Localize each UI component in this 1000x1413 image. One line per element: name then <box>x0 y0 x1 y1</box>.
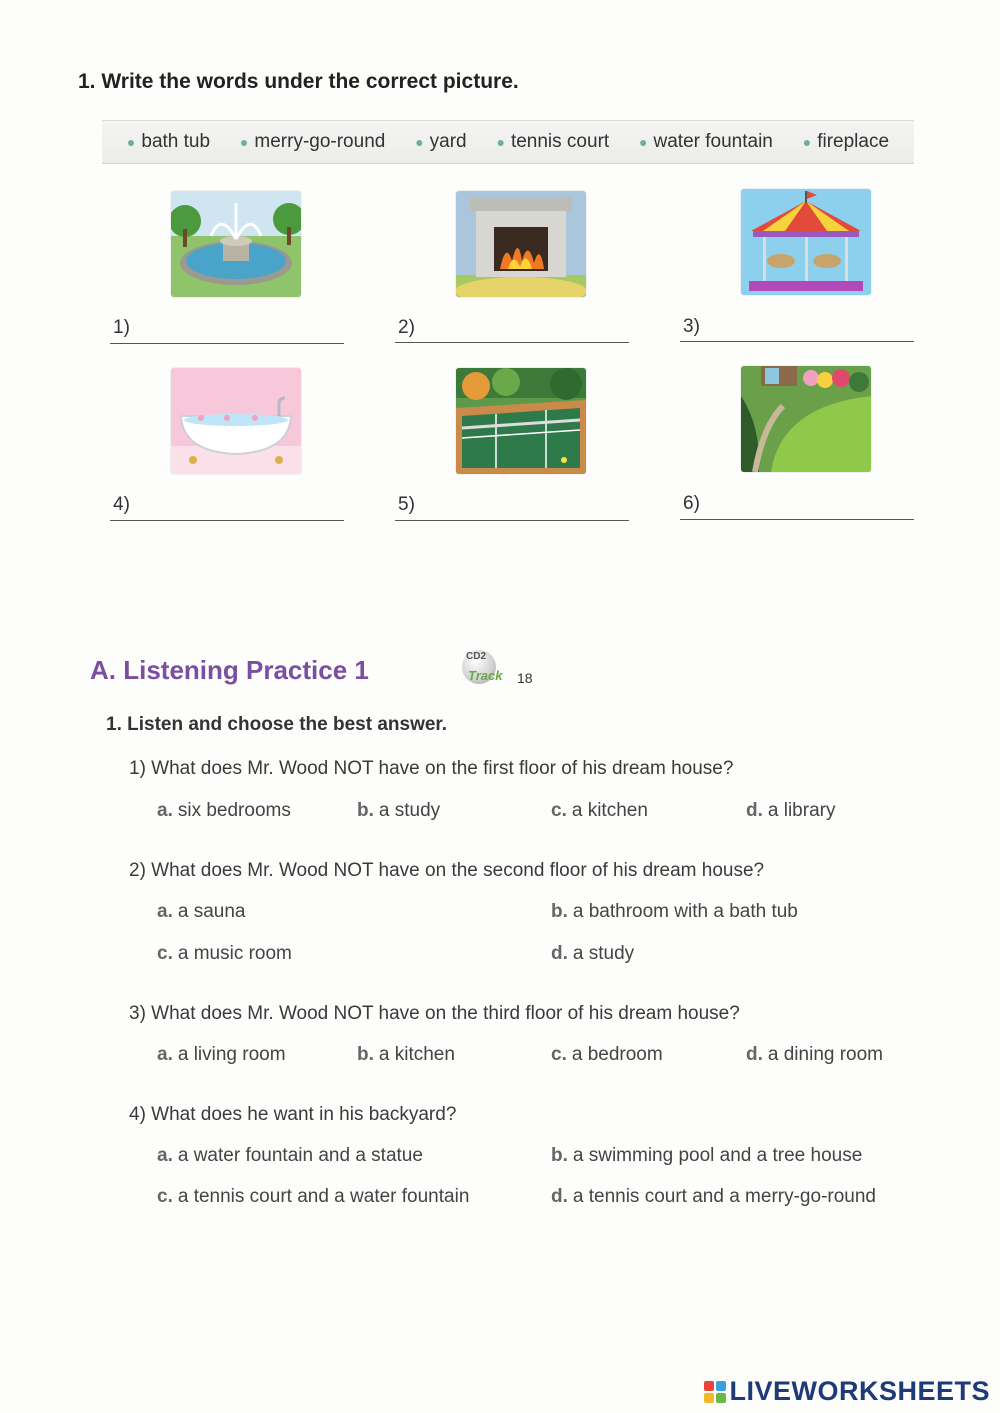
bullet-icon: ● <box>496 134 505 150</box>
bullet-icon: ● <box>639 134 648 150</box>
tennis-court-picture <box>456 368 586 474</box>
answer-line-2[interactable] <box>395 342 629 343</box>
item-number: 1) <box>113 317 130 338</box>
option-1d[interactable]: d. a library <box>746 800 836 821</box>
question-2: 2) What does Mr. Wood NOT have on the second floor of his dream house? <box>129 860 765 881</box>
option-1a[interactable]: a. six bedrooms <box>157 800 291 821</box>
exercise-2-title: 1. Listen and choose the best answer. <box>106 714 448 735</box>
word-bank <box>102 120 914 164</box>
word-bank-item: ● merry-go-round <box>239 131 386 152</box>
item-number: 3) <box>683 316 700 337</box>
liveworksheets-footer[interactable] <box>704 1376 990 1407</box>
option-2d[interactable]: d. a study <box>551 943 635 964</box>
option-1b[interactable]: b. a study <box>357 800 441 821</box>
bullet-icon: ● <box>126 134 136 150</box>
yard-picture <box>741 366 871 472</box>
option-2b[interactable]: b. a bathroom with a bath tub <box>551 901 798 922</box>
option-4b[interactable]: b. a swimming pool and a tree house <box>551 1145 863 1166</box>
question-3: 3) What does Mr. Wood NOT have on the third floor of his dream house? <box>129 1003 740 1024</box>
bullet-icon: ● <box>239 134 249 150</box>
item-number: 4) <box>113 494 130 515</box>
item-number: 5) <box>398 494 415 515</box>
option-2c[interactable]: c. a music room <box>157 943 292 964</box>
option-3b[interactable]: b. a kitchen <box>357 1044 455 1065</box>
cd-label: CD2 <box>466 651 487 662</box>
answer-line-3[interactable] <box>680 341 914 342</box>
word-bank-item: ● bath tub <box>126 131 211 152</box>
option-2a[interactable]: a. a sauna <box>157 901 246 922</box>
word-bank-item: ● fireplace <box>802 131 890 152</box>
exercise-1-title: 1. Write the words under the correct picture. <box>78 70 519 93</box>
answer-line-1[interactable] <box>110 343 344 344</box>
answer-line-6[interactable] <box>680 519 914 520</box>
bullet-icon: ● <box>802 134 812 150</box>
item-number: 6) <box>683 493 700 514</box>
track-label: Track <box>468 668 503 683</box>
question-1: 1) What does Mr. Wood NOT have on the first floor of his dream house? <box>129 758 734 779</box>
option-3d[interactable]: d. a dining room <box>746 1044 884 1065</box>
option-4a[interactable]: a. a water fountain and a statue <box>157 1145 423 1166</box>
item-number: 2) <box>398 317 415 338</box>
answer-line-5[interactable] <box>395 520 629 521</box>
water-fountain-picture <box>171 191 301 297</box>
liveworksheets-logo-icon <box>704 1381 726 1403</box>
section-title: A. Listening Practice 1 <box>90 655 369 685</box>
option-3c[interactable]: c. a bedroom <box>551 1044 663 1065</box>
option-4d[interactable]: d. a tennis court and a merry-go-round <box>551 1186 876 1207</box>
question-4: 4) What does he want in his backyard? <box>129 1104 457 1125</box>
option-4c[interactable]: c. a tennis court and a water fountain <box>157 1186 470 1207</box>
track-number: 18 <box>517 670 533 686</box>
merry-go-round-picture <box>741 189 871 295</box>
fireplace-picture <box>456 191 586 297</box>
word-bank-item: ● tennis court <box>496 131 610 152</box>
word-bank-item: ● water fountain <box>639 131 773 152</box>
bullet-icon: ● <box>415 134 424 150</box>
brand-name: LIVEWORKSHEETS <box>729 1376 990 1406</box>
bath-tub-picture <box>171 368 301 474</box>
word-bank-item: ● yard <box>415 131 467 152</box>
option-3a[interactable]: a. a living room <box>157 1044 286 1065</box>
answer-line-4[interactable] <box>110 520 344 521</box>
option-1c[interactable]: c. a kitchen <box>551 800 648 821</box>
